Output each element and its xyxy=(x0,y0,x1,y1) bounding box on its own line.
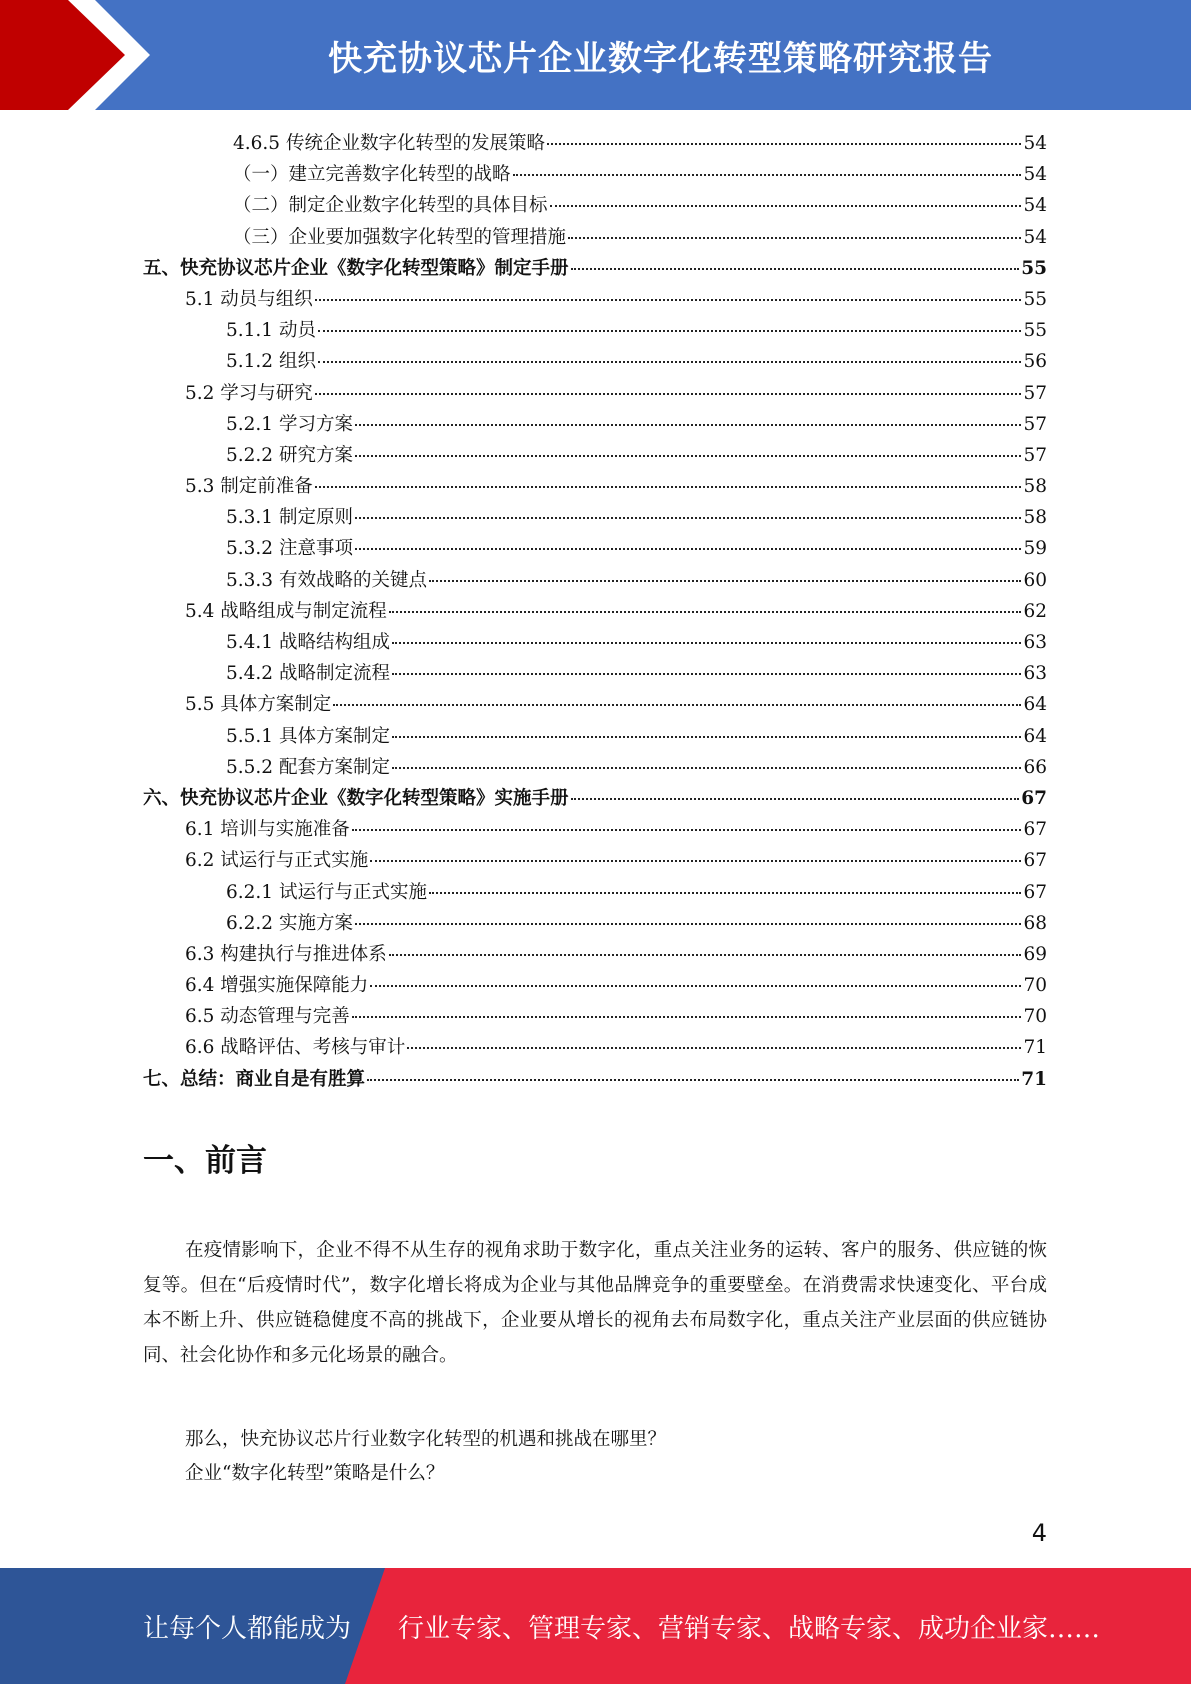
paragraph-question-1: 那么，快充协议芯片行业数字化转型的机遇和挑战在哪里？ xyxy=(185,1429,667,1450)
toc-dot-leader xyxy=(367,1079,1019,1081)
toc-dot-leader xyxy=(392,736,1021,738)
toc-entry-page: 54 xyxy=(1023,133,1047,154)
toc-entry-page: 68 xyxy=(1023,912,1047,934)
toc-entry-title: 6.4 增强实施保障能力 xyxy=(185,975,369,997)
toc-entry-title: 5.2 学习与研究 xyxy=(185,382,313,404)
toc-entry-page: 55 xyxy=(1023,320,1047,342)
paragraph-intro: 在疫情影响下，企业不得不从生存的视角求助于数字化，重点关注业务的运转、客户的服务、供应链的恢复等。但在“后疫情时代”，数字化增长将成为企业与其他品牌竞争的重要壁垒。在消费需求快速变化、平台成本不断上升、供应链稳健度不高的挑战下，企业要从增长的视角去布局数字化，重点关注产业层面的供应链协同、社会化协作和多元化场景的融合。 xyxy=(143,1240,1047,1366)
toc-entry-title: 5.5 具体方案制定 xyxy=(185,694,332,716)
toc-dot-leader xyxy=(315,486,1022,488)
toc-dot-leader xyxy=(392,673,1021,675)
page-footer xyxy=(0,1568,1191,1684)
toc-entry-title: 4.6.5 传统企业数字化转型的发展策略 xyxy=(233,133,545,154)
toc-entry-page: 60 xyxy=(1023,569,1047,591)
toc-entry-page: 67 xyxy=(1021,787,1047,809)
toc-dot-leader xyxy=(571,268,1020,270)
document-title: 快充协议芯片企业数字化转型策略研究报告 xyxy=(328,38,993,79)
toc-entry[interactable] xyxy=(143,783,1047,814)
toc-entry-title: 6.2.1 试运行与正式实施 xyxy=(226,881,427,903)
toc-entry-page: 67 xyxy=(1023,850,1047,872)
toc-entry-page: 57 xyxy=(1023,382,1047,404)
toc-entry-title: 5.1.2 组织 xyxy=(226,351,316,373)
toc-entry-page: 56 xyxy=(1023,351,1047,373)
toc-entry[interactable] xyxy=(143,378,1047,409)
toc-entry-title: 五、快充协议芯片企业《数字化转型策略》制定手册 xyxy=(143,257,569,279)
toc-entry-page: 67 xyxy=(1023,881,1047,903)
toc-entry-title: 5.1.1 动员 xyxy=(226,320,316,342)
toc-dot-leader xyxy=(429,892,1021,894)
toc-entry-title: 5.5.1 具体方案制定 xyxy=(226,725,390,747)
toc-entry-page: 63 xyxy=(1023,663,1047,685)
toc-entry-title: 5.3 制定前准备 xyxy=(185,476,313,498)
toc-dot-leader xyxy=(318,361,1022,363)
toc-entry[interactable] xyxy=(143,128,1047,159)
toc-entry[interactable] xyxy=(143,471,1047,502)
toc-entry-page: 59 xyxy=(1023,538,1047,560)
toc-entry-title: 七、总结：商业自是有胜算 xyxy=(143,1068,366,1090)
toc-entry-page: 54 xyxy=(1023,164,1047,186)
toc-entry-page: 64 xyxy=(1023,725,1047,747)
toc-entry[interactable] xyxy=(143,315,1047,346)
toc-entry[interactable] xyxy=(143,533,1047,564)
toc-entry[interactable] xyxy=(143,939,1047,970)
toc-dot-leader xyxy=(370,860,1021,862)
toc-dot-leader xyxy=(315,393,1022,395)
toc-entry-page: 58 xyxy=(1023,507,1047,529)
toc-entry[interactable] xyxy=(143,752,1047,783)
toc-entry[interactable] xyxy=(143,502,1047,533)
toc-dot-leader xyxy=(355,517,1022,519)
toc-entry-title: 5.3.1 制定原则 xyxy=(226,507,353,529)
toc-entry[interactable] xyxy=(143,721,1047,752)
toc-entry[interactable] xyxy=(143,409,1047,440)
toc-entry-page: 67 xyxy=(1023,819,1047,841)
toc-entry[interactable] xyxy=(143,1001,1047,1032)
toc-entry-title: 6.6 战略评估、考核与审计 xyxy=(185,1037,406,1059)
toc-entry-page: 71 xyxy=(1023,1037,1047,1059)
toc-entry[interactable] xyxy=(143,440,1047,471)
toc-dot-leader xyxy=(389,611,1022,613)
toc-entry-title: 5.4 战略组成与制定流程 xyxy=(185,600,387,622)
toc-entry[interactable] xyxy=(143,845,1047,876)
toc-entry[interactable] xyxy=(143,689,1047,720)
toc-dot-leader xyxy=(355,455,1022,457)
toc-entry-page: 70 xyxy=(1023,975,1047,997)
toc-dot-leader xyxy=(429,580,1021,582)
toc-dot-leader xyxy=(315,299,1022,301)
toc-entry-page: 54 xyxy=(1023,195,1047,217)
toc-entry-page: 70 xyxy=(1023,1006,1047,1028)
toc-entry-page: 57 xyxy=(1023,444,1047,466)
toc-entry[interactable] xyxy=(143,877,1047,908)
toc-entry-title: 六、快充协议芯片企业《数字化转型策略》实施手册 xyxy=(143,787,569,809)
toc-dot-leader xyxy=(333,704,1021,706)
toc-dot-leader xyxy=(392,767,1021,769)
toc-entry[interactable] xyxy=(143,1032,1047,1063)
toc-dot-leader xyxy=(547,143,1021,145)
toc-entry[interactable] xyxy=(143,627,1047,658)
toc-entry[interactable] xyxy=(143,253,1047,284)
toc-entry-title: （三）企业要加强数字化转型的管理措施 xyxy=(233,226,567,248)
toc-entry[interactable] xyxy=(143,908,1047,939)
toc-entry-title: 5.3.2 注意事项 xyxy=(226,538,353,560)
footer-slogan-right: 行业专家、管理专家、营销专家、战略专家、成功企业家…… xyxy=(398,1613,1101,1644)
toc-entry-title: （二）制定企业数字化转型的具体目标 xyxy=(233,195,548,217)
toc-entry[interactable] xyxy=(143,565,1047,596)
toc-entry-page: 58 xyxy=(1023,476,1047,498)
section-heading: 一、前言 xyxy=(143,1143,267,1179)
toc-dot-leader xyxy=(513,174,1022,176)
toc-entry-title: 6.3 构建执行与推进体系 xyxy=(185,943,387,965)
toc-dot-leader xyxy=(355,548,1022,550)
toc-dot-leader xyxy=(550,205,1022,207)
toc-dot-leader xyxy=(370,985,1021,987)
toc-entry-title: 5.2.2 研究方案 xyxy=(226,444,353,466)
toc-entry-title: 5.2.1 学习方案 xyxy=(226,413,353,435)
toc-dot-leader xyxy=(389,954,1022,956)
toc-entry-title: 5.4.1 战略结构组成 xyxy=(226,632,390,653)
toc-entry-title: 6.2.2 实施方案 xyxy=(226,912,353,934)
page-number: 4 xyxy=(1031,1519,1047,1547)
toc-entry-title: 5.3.3 有效战略的关键点 xyxy=(226,569,427,591)
toc-entry-page: 54 xyxy=(1023,226,1047,248)
toc-entry[interactable] xyxy=(143,222,1047,253)
toc-entry-page: 55 xyxy=(1023,288,1047,310)
toc-entry-page: 62 xyxy=(1023,600,1047,622)
toc-entry[interactable] xyxy=(143,346,1047,377)
toc-entry[interactable] xyxy=(143,1064,1047,1095)
toc-entry[interactable] xyxy=(143,596,1047,627)
toc-entry-title: 6.5 动态管理与完善 xyxy=(185,1006,350,1028)
toc-dot-leader xyxy=(355,424,1022,426)
toc-dot-leader xyxy=(318,330,1022,332)
toc-entry-page: 55 xyxy=(1021,257,1047,279)
toc-entry-title: 5.5.2 配套方案制定 xyxy=(226,756,390,778)
toc-entry-page: 64 xyxy=(1023,694,1047,716)
toc-dot-leader xyxy=(352,1016,1022,1018)
page-header xyxy=(0,0,1191,110)
toc-entry[interactable] xyxy=(143,658,1047,689)
toc-dot-leader xyxy=(568,237,1021,239)
toc-entry-title: （一）建立完善数字化转型的战略 xyxy=(233,164,511,186)
toc-dot-leader xyxy=(407,1047,1021,1049)
chevron-arrow-icon xyxy=(0,0,160,110)
paragraph-question-2: 企业“数字化转型”策略是什么？ xyxy=(185,1463,445,1484)
toc-dot-leader xyxy=(352,829,1022,831)
toc-entry[interactable] xyxy=(143,159,1047,190)
toc-entry-title: 6.1 培训与实施准备 xyxy=(185,819,350,841)
toc-dot-leader xyxy=(571,798,1020,800)
toc-entry-page: 71 xyxy=(1021,1068,1047,1090)
footer-slogan-left: 让每个人都能成为 xyxy=(143,1613,352,1644)
toc-entry-page: 66 xyxy=(1023,756,1047,778)
toc-entry-page: 57 xyxy=(1023,413,1047,435)
table-of-contents xyxy=(143,128,1047,1095)
toc-entry-page: 63 xyxy=(1023,632,1047,653)
toc-entry-title: 6.2 试运行与正式实施 xyxy=(185,850,369,872)
toc-entry-page: 69 xyxy=(1023,943,1047,965)
toc-entry[interactable] xyxy=(143,190,1047,221)
toc-entry-title: 5.1 动员与组织 xyxy=(185,288,313,310)
toc-entry[interactable] xyxy=(143,284,1047,315)
toc-dot-leader xyxy=(355,923,1022,925)
toc-entry-title: 5.4.2 战略制定流程 xyxy=(226,663,390,685)
toc-entry[interactable] xyxy=(143,970,1047,1001)
toc-entry[interactable] xyxy=(143,814,1047,845)
toc-dot-leader xyxy=(392,642,1021,644)
